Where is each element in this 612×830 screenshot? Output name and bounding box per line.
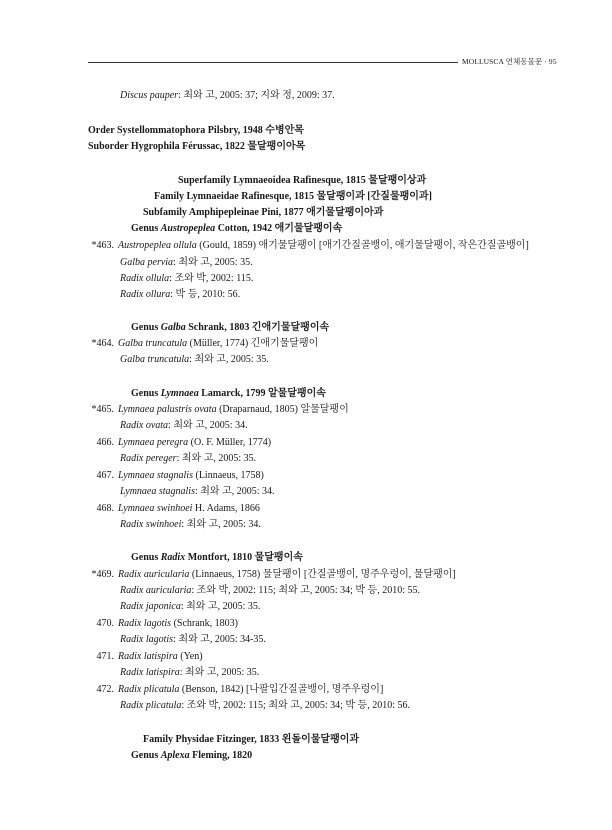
- species-number: *465.: [91, 404, 114, 415]
- genus-heading: Genus Aplexa Fleming, 1820: [131, 750, 253, 761]
- suborder-heading: Suborder Hygrophila Férussac, 1822 물달팽이아목: [88, 141, 306, 152]
- species-name: Radix plicatula: [118, 684, 180, 695]
- taxon-name: Radix ollula: [120, 273, 170, 284]
- header-rule: [88, 62, 458, 63]
- species-entry: [84, 618, 238, 630]
- species-detail: (Linnaeus, 1758) 물달팽이 [간질골뱅이, 명주우렁이, 물달팽이]: [189, 569, 456, 580]
- species-name: Lymnaea palustris ovata: [118, 404, 217, 415]
- species-name: Austropeplea ollula: [118, 240, 197, 251]
- species-entry: [84, 569, 456, 581]
- species-name: Galba truncatula: [118, 338, 188, 349]
- reference: : 최와 고, 2005: 34.: [181, 519, 261, 530]
- reference: : 조와 박, 2002: 115; 최와 고, 2005: 34; 박 등, 2010: 55.: [191, 585, 420, 596]
- species-number: 466.: [96, 437, 114, 448]
- reference: : 조와 박, 2002: 115.: [169, 273, 254, 284]
- species-entry: [84, 470, 264, 482]
- reference: : 박 등, 2010: 56.: [170, 289, 241, 300]
- species-entry: [84, 503, 260, 515]
- species-detail: (Draparnaud, 1805) 알물달팽이: [216, 404, 349, 415]
- reference: : 최와 고, 2005: 34.: [168, 420, 248, 431]
- species-detail: (Schrank, 1803): [171, 618, 238, 629]
- species-detail: (Linnaeus, 1758): [192, 470, 264, 481]
- taxon-name: Radix ovata: [120, 420, 169, 431]
- species-detail: (Gould, 1859) 애기물달팽이 [애기간질골뱅이, 애기물달팽이, 작은간질골뱅이]: [196, 240, 529, 251]
- synonym-line: [120, 90, 335, 102]
- taxon-name: Discus pauper: [120, 90, 179, 101]
- synonym-line: [120, 634, 266, 646]
- taxon-name: Lymnaea stagnalis: [120, 486, 195, 497]
- superfamily-heading: Superfamily Lymnaeoidea Rafinesque, 1815 물달팽이상과: [178, 175, 427, 186]
- species-number: 470.: [96, 618, 114, 629]
- synonym-line: [120, 585, 420, 597]
- running-title: MOLLUSCA 연체동물문 · 95: [462, 57, 557, 66]
- genus-heading: Genus Austropeplea Cotton, 1942 애기물달팽이속: [131, 223, 343, 234]
- synonym-line: [120, 289, 240, 301]
- genus-name: Aplexa: [160, 750, 190, 761]
- species-number: *464.: [91, 338, 114, 349]
- species-name: Lymnaea stagnalis: [118, 470, 193, 481]
- taxon-name: Galba pervia: [120, 257, 174, 268]
- species-detail: (Benson, 1842) [나팔입간질골뱅이, 명주우렁이]: [179, 684, 384, 695]
- species-detail: H. Adams, 1866: [192, 503, 260, 514]
- genus-name: Austropeplea: [160, 223, 216, 234]
- reference: : 최와 고, 2005: 35.: [173, 257, 253, 268]
- genus-heading: Genus Galba Schrank, 1803 긴애기물달팽이속: [131, 322, 330, 333]
- species-number: 471.: [96, 651, 114, 662]
- synonym-line: [120, 601, 260, 613]
- species-name: Radix auricularia: [118, 569, 190, 580]
- species-name: Radix latispira: [118, 651, 178, 662]
- taxon-name: Radix pereger: [120, 453, 177, 464]
- taxon-name: Radix latispira: [120, 667, 180, 678]
- genus-heading: Genus Radix Montfort, 1810 물달팽이속: [131, 552, 303, 563]
- synonym-line: [120, 519, 261, 531]
- taxon-name: Radix lagotis: [120, 634, 174, 645]
- subfamily-heading: Subfamily Amphipepleinae Pini, 1877 애기물달팽이아과: [143, 207, 384, 218]
- species-number: *469.: [91, 569, 114, 580]
- taxon-name: Radix ollura: [120, 289, 171, 300]
- synonym-line: [120, 453, 256, 465]
- species-number: *463.: [91, 240, 114, 251]
- species-entry: [84, 437, 271, 449]
- reference: : 최와 고, 2005: 35.: [180, 601, 261, 612]
- taxon-name: Radix swinhoei: [120, 519, 182, 530]
- order-heading: Order Systellommatophora Pilsbry, 1948 수병안목: [88, 125, 304, 136]
- family-heading: Family Physidae Fitzinger, 1833 왼돌이물달팽이과: [143, 734, 360, 745]
- taxon-name: Radix japonica: [120, 601, 181, 612]
- taxon-name: Radix plicatula: [120, 700, 182, 711]
- synonym-line: [120, 700, 410, 712]
- synonym-line: [120, 273, 253, 285]
- taxon-name: Radix auricularia: [120, 585, 192, 596]
- reference: : 조와 박, 2002: 115; 최와 고, 2005: 34; 박 등, 2010: 56.: [181, 700, 410, 711]
- species-number: 468.: [96, 503, 114, 514]
- species-detail: (Yen): [177, 651, 203, 662]
- species-number: 472.: [96, 684, 114, 695]
- reference: : 최와 고, 2005: 35.: [176, 453, 257, 464]
- species-entry: [84, 404, 349, 416]
- species-entry: [84, 651, 203, 663]
- synonym-line: [120, 667, 259, 679]
- synonym-line: [120, 257, 253, 269]
- species-number: 467.: [96, 470, 114, 481]
- genus-name: Galba: [160, 322, 186, 333]
- synonym-line: [120, 420, 248, 432]
- synonym-line: [120, 354, 269, 366]
- species-detail: (O. F. Müller, 1774): [188, 437, 272, 448]
- reference: : 최와 고, 2005: 37; 지와 정, 2009: 37.: [178, 90, 335, 101]
- species-entry: [84, 338, 318, 350]
- genus-name: Lymnaea: [160, 388, 199, 399]
- family-heading: Family Lymnaeidae Rafinesque, 1815 물달팽이과 [간질물팽이과]: [154, 191, 432, 202]
- reference: : 최와 고, 2005: 34-35.: [173, 634, 266, 645]
- reference: : 최와 고, 2005: 34.: [194, 486, 275, 497]
- species-name: Radix lagotis: [118, 618, 172, 629]
- synonym-line: [120, 486, 275, 498]
- species-entry: [84, 240, 529, 252]
- taxon-name: Galba truncatula: [120, 354, 190, 365]
- reference: : 최와 고, 2005: 35.: [189, 354, 269, 365]
- species-name: Lymnaea peregra: [118, 437, 189, 448]
- reference: : 최와 고, 2005: 35.: [179, 667, 260, 678]
- species-name: Lymnaea swinhoei: [118, 503, 193, 514]
- genus-heading: Genus Lymnaea Lamarck, 1799 알물달팽이속: [131, 388, 326, 399]
- genus-name: Radix: [160, 552, 186, 563]
- species-entry: [84, 684, 383, 696]
- species-detail: (Müller, 1774) 긴애기물달팽이: [187, 338, 319, 349]
